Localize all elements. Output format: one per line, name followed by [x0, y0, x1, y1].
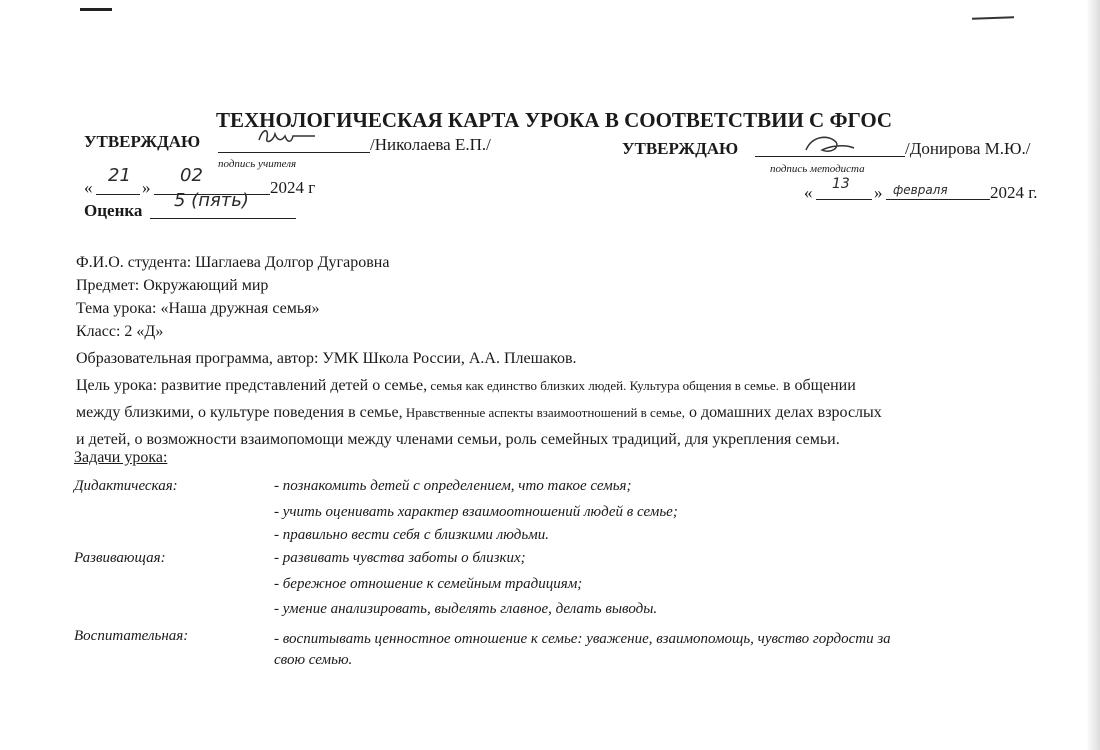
didactic-label: Дидактическая: — [74, 478, 178, 494]
left-day: 21 — [108, 165, 131, 186]
approve-left-date-open: « — [84, 178, 93, 197]
scan-mark — [80, 8, 112, 11]
grade-value: 5 (пять) — [174, 190, 249, 211]
didactic-item: - учить оценивать характер взаимоотношений людей в семье; — [274, 504, 678, 520]
left-month: 02 — [180, 165, 203, 186]
approve-left-date-sep: » — [142, 178, 151, 197]
approve-right-year: 2024 г. — [990, 183, 1038, 202]
subject: Предмет: Окружающий мир — [76, 277, 269, 294]
approve-right-date-open: « — [804, 183, 813, 202]
goal-line-3: и детей, о возможности взаимопомощи между членами семьи, роль семейных традиций, для укрепления семьи. — [76, 431, 840, 448]
methodist-signature — [800, 132, 860, 158]
lesson-topic: Тема урока: «Наша дружная семья» — [76, 300, 320, 317]
developing-label: Развивающая: — [74, 550, 166, 566]
developing-item: - развивать чувства заботы о близких; — [274, 550, 526, 566]
developing-item: - бережное отношение к семейным традициям; — [274, 576, 583, 592]
goal-line-1-c: в общении — [778, 377, 856, 394]
educational-label: Воспитательная: — [74, 628, 189, 644]
goal-line-1-b: семья как единство близких людей. Культура общения в семье. — [427, 378, 779, 393]
goal-line-2-a: между близкими, о культуре поведения в семье, — [76, 404, 403, 421]
goal-line-1 — [76, 377, 856, 395]
program: Образовательная программа, автор: УМК Школа России, А.А. Плешаков. — [76, 350, 577, 367]
approve-left-label: УТВЕРЖДАЮ — [84, 132, 201, 151]
class: Класс: 2 «Д» — [76, 323, 164, 340]
teacher-signature — [255, 122, 335, 150]
right-day: 13 — [832, 176, 850, 192]
goal-line-2-b: Нравственные аспекты взаимоотношений в семье, — [402, 405, 685, 420]
document-title: ТЕХНОЛОГИЧЕСКАЯ КАРТА УРОКА В СООТВЕТСТВИИ С ФГОС — [216, 108, 893, 132]
didactic-item: - правильно вести себя с близкими людьми. — [274, 527, 550, 543]
approve-right-label: УТВЕРЖДАЮ — [622, 139, 739, 158]
student-name: Ф.И.О. студента: Шаглаева Долгор Дугаровна — [76, 254, 390, 271]
goal-line-1-a: Цель урока: развитие представлений детей о семье, — [76, 377, 428, 394]
educational-item: свою семью. — [274, 652, 353, 668]
approve-left-name: /Николаева Е.П./ — [370, 135, 491, 154]
page-edge-shadow — [1086, 0, 1100, 750]
goal-line-2-c: о домашних делах взрослых — [684, 404, 882, 421]
goal-line-2 — [76, 404, 882, 422]
approve-right-name: /Донирова М.Ю./ — [905, 139, 1031, 158]
teacher-signature-caption: подпись учителя — [218, 158, 297, 170]
educational-item: - воспитывать ценностное отношение к семье: уважение, взаимопомощь, чувство гордости за — [274, 631, 891, 647]
right-month: февраля — [893, 183, 948, 197]
approve-right-date-sep: » — [874, 183, 883, 202]
methodist-signature-caption: подпись методиста — [770, 163, 865, 175]
approve-left-year: 2024 г — [270, 178, 316, 197]
grade-label: Оценка — [84, 201, 143, 220]
scan-mark-right — [972, 16, 1014, 19]
didactic-item: - познакомить детей с определением, что такое семья; — [274, 478, 632, 494]
tasks-heading: Задачи урока: — [74, 449, 168, 466]
developing-item: - умение анализировать, выделять главное, делать выводы. — [274, 601, 658, 617]
